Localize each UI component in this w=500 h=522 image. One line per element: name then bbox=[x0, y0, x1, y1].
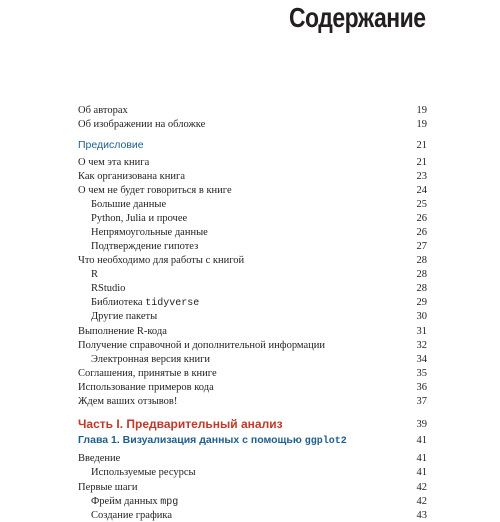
toc-entry-title bbox=[78, 452, 120, 465]
toc-entry-title bbox=[78, 156, 149, 169]
toc-entry-text: Используемые ресурсы bbox=[91, 467, 196, 478]
toc-entry-title bbox=[78, 254, 244, 267]
toc-entry-text: Введение bbox=[78, 453, 121, 464]
toc-page-number: 28 bbox=[416, 255, 427, 266]
toc-entry-text: Библиотека bbox=[91, 297, 146, 308]
toc-entry-title bbox=[91, 353, 210, 366]
toc-entry-text: Электронная версия книги bbox=[91, 354, 211, 365]
toc-entry-text: Подтверждение гипотез bbox=[91, 241, 199, 252]
toc-entry-text: Предисловие bbox=[78, 139, 144, 151]
toc-page-number: 35 bbox=[416, 368, 427, 379]
toc-page-number: 34 bbox=[416, 354, 427, 365]
toc-entry-text: Другие пакеты bbox=[91, 311, 158, 322]
page-title: Содержание bbox=[288, 2, 425, 33]
toc-page-number: 30 bbox=[416, 311, 427, 322]
toc-entry-title bbox=[91, 282, 125, 295]
toc-entry-title bbox=[91, 226, 208, 239]
toc-page-number: 21 bbox=[416, 140, 427, 151]
toc-page-number: 41 bbox=[416, 453, 427, 464]
toc-entry-title bbox=[91, 296, 199, 310]
toc-entry-text: RStudio bbox=[91, 283, 126, 294]
toc-page-number: 41 bbox=[416, 467, 427, 478]
toc-page-number: 29 bbox=[416, 297, 427, 308]
toc-page-number: 28 bbox=[416, 269, 427, 280]
toc-entry-title bbox=[78, 418, 283, 431]
toc-entry-text: Что необходимо для работы с книгой bbox=[78, 255, 245, 266]
toc-page-number: 36 bbox=[416, 382, 427, 393]
toc-entry-title bbox=[91, 212, 187, 225]
toc-page-number: 26 bbox=[416, 213, 427, 224]
toc-entry-title bbox=[78, 325, 167, 338]
toc-entry-title bbox=[91, 509, 172, 522]
toc-entry-text: Об авторах bbox=[78, 105, 128, 116]
toc-entry-text: R bbox=[91, 269, 99, 280]
toc-entry-title bbox=[78, 339, 325, 352]
toc-entry-text: Глава 1. Визуализация данных с помощью bbox=[78, 434, 305, 446]
toc-page-number: 41 bbox=[416, 435, 427, 446]
toc-entry-text: Первые шаги bbox=[78, 482, 138, 493]
toc-page-number: 31 bbox=[416, 326, 427, 337]
toc-page-number: 26 bbox=[416, 227, 427, 238]
toc-entry-title bbox=[78, 367, 217, 380]
toc-entry-text: Большие данные bbox=[91, 199, 167, 210]
toc-entry-title bbox=[78, 118, 205, 131]
toc-page-number: 19 bbox=[416, 105, 427, 116]
toc-entry-title bbox=[78, 434, 347, 448]
toc-entry-text: Ждем ваших отзывов! bbox=[78, 396, 178, 407]
toc-entry-text: Создание графика bbox=[91, 510, 172, 521]
toc-page-number: 27 bbox=[416, 241, 427, 252]
toc-page-number: 21 bbox=[416, 157, 427, 168]
toc-entry-title bbox=[91, 198, 166, 211]
toc-entry-text: Непрямоугольные данные bbox=[91, 227, 208, 238]
toc-entry-text: Использование примеров кода bbox=[78, 382, 214, 393]
toc-page-number: 23 bbox=[416, 171, 427, 182]
toc-entry-text: О чем не будет говориться в книге bbox=[78, 185, 232, 196]
toc-entry-text: Соглашения, принятые в книге bbox=[78, 368, 217, 379]
toc-entry-text: Выполнение R-кода bbox=[78, 326, 167, 337]
toc-entry-title bbox=[78, 184, 232, 197]
toc-entry-title bbox=[91, 310, 157, 323]
toc-entry-title bbox=[78, 170, 185, 183]
toc-entry-title bbox=[91, 495, 178, 509]
toc-entry-title bbox=[91, 240, 198, 253]
toc-entry-title bbox=[78, 395, 177, 408]
toc-entry-title bbox=[78, 104, 128, 117]
toc-entry-title bbox=[78, 381, 214, 394]
toc-entry-text: Часть I. Предварительный анализ bbox=[78, 417, 283, 431]
toc-page-number: 37 bbox=[416, 396, 427, 407]
toc-page-number: 19 bbox=[416, 119, 427, 130]
toc-entry-text: Фрейм данных bbox=[91, 496, 161, 507]
toc-entry-text: Python, Julia и прочее bbox=[91, 213, 188, 224]
toc-entry-text: Об изображении на обложке bbox=[78, 119, 206, 130]
toc-entry-title bbox=[78, 139, 144, 152]
toc-page-number: 42 bbox=[416, 482, 427, 493]
toc-entry-text: Как организована книга bbox=[78, 171, 185, 182]
toc-entry-code: mpg bbox=[160, 497, 179, 508]
toc-page-number: 25 bbox=[416, 199, 427, 210]
toc-entry-code: tidyverse bbox=[145, 298, 200, 309]
toc-page-number: 42 bbox=[416, 496, 427, 507]
toc-page-number: 43 bbox=[416, 510, 427, 521]
toc-entry-title bbox=[78, 481, 137, 494]
toc-page-number: 28 bbox=[416, 283, 427, 294]
toc-entry-text: О чем эта книга bbox=[78, 157, 150, 168]
toc-page-number: 39 bbox=[416, 419, 427, 430]
toc-entry-code: ggplot2 bbox=[304, 436, 347, 447]
toc-entry-text: Получение справочной и дополнительной информации bbox=[78, 340, 326, 351]
toc-entry-title bbox=[91, 268, 98, 281]
toc-page-number: 32 bbox=[416, 340, 427, 351]
toc-entry-title bbox=[91, 466, 196, 479]
toc-page-number: 24 bbox=[416, 185, 427, 196]
